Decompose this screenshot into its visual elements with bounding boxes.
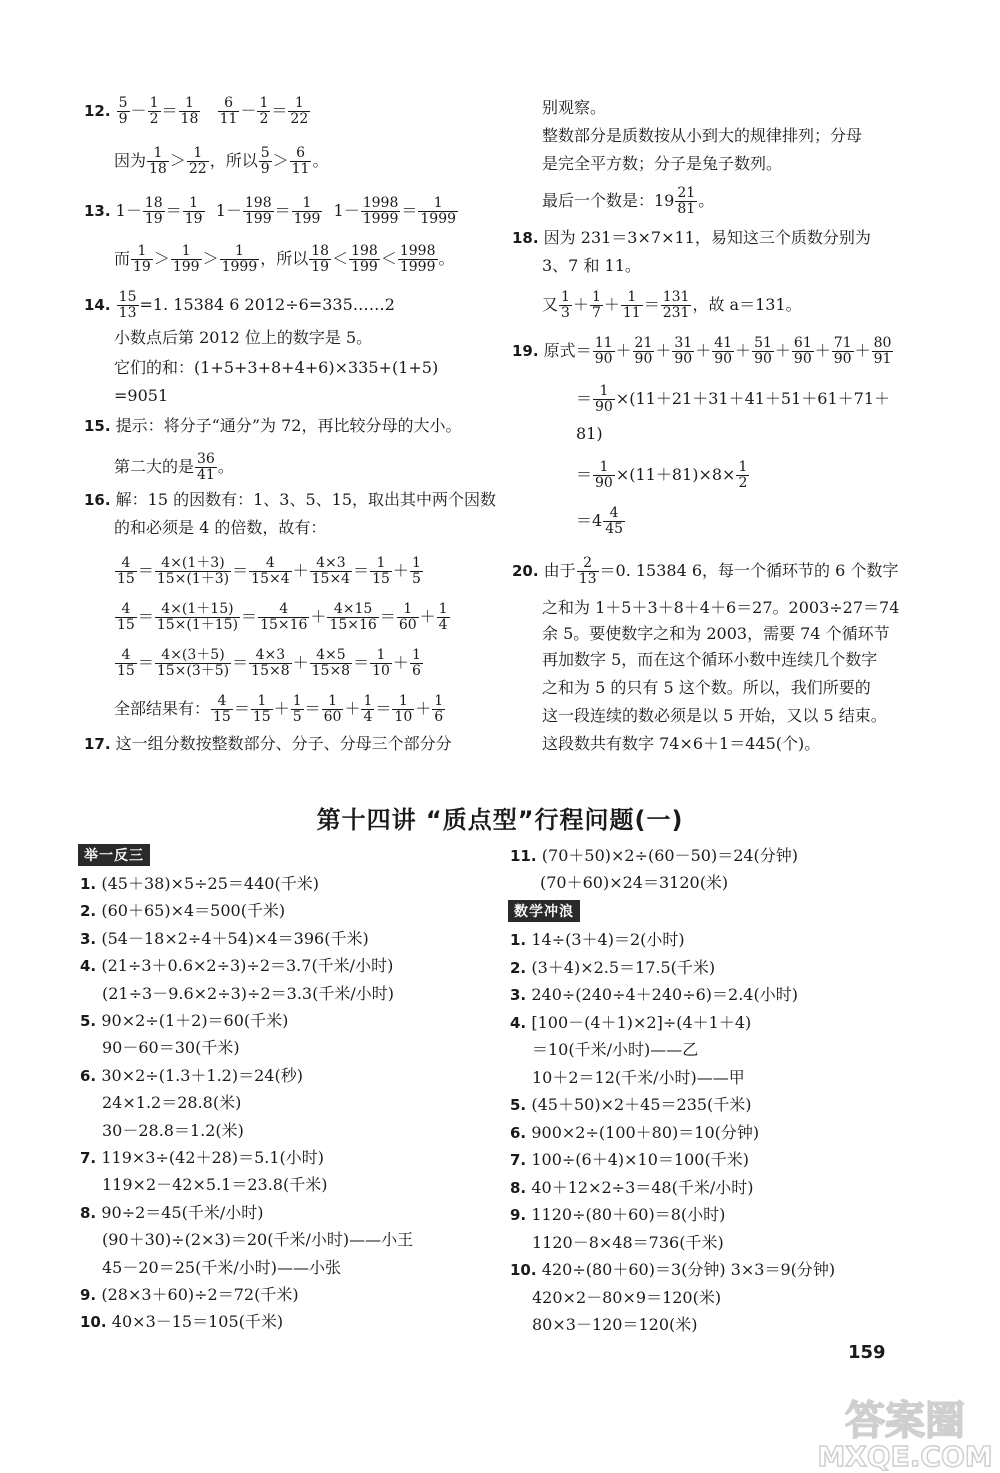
answer-line — [80, 929, 369, 949]
answer-number: 5. — [510, 1096, 532, 1114]
answer-text: 240÷(240÷4＋240÷6)＝2.4(小时) — [531, 985, 798, 1004]
problem-17-cont-line3: 是完全平方数；分子是兔子数列。 — [542, 154, 783, 173]
answer-text: 10＋2＝12(千米/小时)——甲 — [532, 1067, 745, 1087]
problem-12-line2: 因为 $\frac{1}{18}$ ＞ $\frac{1}{22}$ ，所以 $\frac{5}{9}$ ＞ $\frac{6}{11}$ 。 — [114, 145, 329, 177]
answer-text: (54－18×2÷4＋54)×4＝396(千米) — [101, 928, 369, 948]
answer-line — [532, 1040, 698, 1060]
answer-number: 1. — [510, 931, 532, 949]
answer-line — [102, 1093, 241, 1113]
answer-text: (3＋4)×2.5＝17.5(千米) — [531, 957, 716, 977]
badge-juyifansan: 举一反三 — [78, 844, 150, 866]
answer-text: (45＋50)×2＋45＝235(千米) — [531, 1095, 752, 1114]
answer-text: 900×2÷(100＋80)＝10(分钟) — [531, 1122, 760, 1142]
answer-line — [102, 984, 394, 1004]
answer-number: 1. — [80, 875, 102, 893]
problem-15-line1: 15. 提示：将分子“通分”为 72，再比较分母的大小。 — [84, 416, 462, 435]
answer-text: (21÷3＋0.6×2÷3)÷2＝3.7(千米/小时) — [101, 956, 394, 976]
answer-text: 24×1.2＝28.8(米) — [102, 1093, 242, 1113]
answer-line — [510, 1150, 749, 1170]
answer-number: 7. — [80, 1149, 102, 1167]
svg-text:答案圈: 答案圈 — [845, 1398, 965, 1444]
problem-18-line3: 又 $\frac{1}{3}$ ＋ $\frac{1}{7}$ ＋ $\frac{1}{11}$ ＝ $\frac{131}{231}$ ，故 a＝131。 — [542, 289, 802, 321]
answer-line — [102, 1258, 341, 1278]
answer-text: 100÷(6＋4)×10＝100(千米) — [531, 1150, 749, 1169]
answer-text: ＝10(千米/小时)——乙 — [532, 1040, 699, 1059]
problem-14-line3: 它们的和：(1+5+3+8+4+6)×335+(1+5) — [114, 358, 439, 377]
answer-line — [510, 930, 685, 950]
problem-20-line5: 之和为 5 的只有 5 这个数。所以，我们所要的 — [542, 678, 871, 697]
answer-text: 14÷(3＋4)＝2(小时) — [531, 930, 685, 949]
answer-text: 90÷2＝45(千米/小时) — [101, 1202, 264, 1222]
answer-text: 90×2÷(1＋2)＝60(千米) — [101, 1011, 289, 1030]
answer-text: 1120－8×48＝736(千米) — [532, 1232, 724, 1252]
answer-number: 4. — [80, 957, 102, 976]
problem-20-line6: 这一段连续的数必须是以 5 开始，又以 5 结束。 — [542, 706, 887, 725]
answer-text: 119×3÷(42＋28)＝5.1(小时) — [101, 1148, 325, 1167]
answer-line — [80, 901, 285, 921]
answer-line — [80, 956, 393, 976]
answer-number: 4. — [510, 1013, 532, 1032]
answer-line — [540, 873, 728, 893]
answer-text: 1120÷(80＋60)＝8(小时) — [531, 1205, 726, 1224]
answer-number: 11. — [510, 847, 542, 865]
svg-text:MXQE.COM: MXQE.COM — [817, 1440, 993, 1473]
answer-line — [532, 1315, 698, 1335]
page-number: 159 — [848, 1342, 886, 1363]
answer-text: 30－28.8＝1.2(米) — [102, 1120, 244, 1140]
answer-number: 3. — [80, 929, 102, 948]
answer-line — [80, 1203, 264, 1223]
problem-17-cont-line4: 最后一个数是：19 $\frac{21}{81}$ 。 — [542, 185, 715, 217]
answer-text: 30×2÷(1.3＋1.2)＝24(秒) — [101, 1065, 303, 1085]
problem-18-line1: 18. 因为 231＝3×7×11，易知这三个质数分别为 — [512, 228, 871, 247]
problem-20-line7: 这段数共有数字 74×6＋1＝445(个)。 — [542, 734, 821, 753]
answer-text: 420÷(80＋60)＝3(分钟) 3×3＝9(分钟) — [541, 1260, 836, 1279]
problem-19-line5: ＝4 $\frac{4}{45}$ — [576, 505, 624, 537]
answer-number: 10. — [80, 1313, 112, 1332]
answer-text: 40＋12×2÷3＝48(千米/小时) — [531, 1177, 754, 1197]
answer-line — [510, 958, 715, 978]
answer-line — [510, 1205, 725, 1225]
answer-number: 9. — [510, 1206, 532, 1224]
answer-line — [510, 1013, 751, 1033]
problem-16-eq3: $\frac{4}{15}$ ＝ $\frac{4\times(3+5)}{15\times(3+5)}$ ＝ $\frac{4\times 3}{15\times 8}$ ＋ $\frac{4\times 5}{15\times 8}$ ＝ $\frac{1}{10}$ ＋ $\frac{1}{6}$ — [117, 647, 421, 679]
answer-line — [102, 1230, 413, 1250]
answer-text: 40×3－15＝105(千米) — [111, 1312, 284, 1332]
problem-16-line2: 的和必须是 4 的倍数，故有： — [114, 518, 327, 537]
answer-number: 9. — [80, 1286, 102, 1304]
problem-13-line1: 13. 1－ $\frac{18}{19}$ ＝ $\frac{1}{19}$ 1－ $\frac{198}{199}$ ＝ $\frac{1}{199}$ 1－ $\frac{1998}{1999}$ ＝ $\frac{1}{1999}$ — [84, 195, 457, 227]
answer-number: 8. — [80, 1203, 102, 1222]
answer-number: 7. — [510, 1151, 532, 1169]
answer-line — [80, 1285, 299, 1305]
problem-14-line4: =9051 — [114, 386, 169, 405]
answer-number: 10. — [510, 1261, 542, 1279]
answer-text: (70＋60)×24＝3120(米) — [540, 873, 729, 892]
answer-text: 420×2－80×9＝120(米) — [532, 1287, 722, 1307]
badge-shuxuechonglang: 数学冲浪 — [508, 900, 580, 922]
problem-17-cont-line2: 整数部分是质数按从小到大的规律排列；分母 — [542, 126, 863, 145]
answer-text: (90＋30)÷(2×3)＝20(千米/小时)——小王 — [102, 1230, 414, 1250]
answer-number: 3. — [510, 986, 532, 1004]
answer-text: (28×3＋60)÷2＝72(千米) — [101, 1285, 299, 1304]
answer-text: 119×2－42×5.1＝23.8(千米) — [102, 1175, 328, 1195]
answer-line — [80, 874, 319, 894]
answer-number: 6. — [510, 1123, 532, 1142]
answer-text: (21÷3－9.6×2÷3)÷2＝3.3(千米/小时) — [102, 983, 394, 1003]
problem-19-line1: 19. 原式＝ $\frac{11}{90}$ ＋ $\frac{21}{90}$ ＋ $\frac{31}{90}$ ＋ $\frac{41}{90}$ ＋ $\frac{51}{90}$ ＋ $\frac{61}{90}$ ＋ $\frac{71}{90}$ ＋ $\frac{80}{91}$ — [512, 335, 892, 367]
answer-line — [510, 1178, 754, 1198]
problem-13-line2: 而 $\frac{1}{19}$ ＞ $\frac{1}{199}$ ＞ $\frac{1}{1999}$ ，所以 $\frac{18}{19}$ ＜ $\frac{198}{199}$ ＜ $\frac{1998}{1999}$ 。 — [114, 243, 455, 275]
problem-16-line1: 16. 解：15 的因数有：1、3、5、15，取出其中两个因数 — [84, 490, 497, 509]
answer-text: (60＋65)×4＝500(千米) — [101, 901, 286, 921]
answer-line — [532, 1288, 721, 1308]
answer-text: (45＋38)×5÷25＝440(千米) — [101, 874, 319, 893]
watermark-logo — [810, 1390, 1000, 1473]
answer-number: 6. — [80, 1066, 102, 1085]
problem-20-line1: 20. 由于 $\frac{2}{13}$ ＝0. 15384 6，每一个循环节的 6 个数字 — [512, 555, 899, 587]
problem-12-line1: 12. $\frac{5}{9}$ － $\frac{1}{2}$ ＝ $\frac{1}{18}$ $\frac{6}{11}$ － $\frac{1}{2}$ ＝ $\frac{1}{22}$ — [84, 95, 309, 127]
answer-line — [510, 1260, 835, 1280]
answer-line — [510, 1095, 752, 1115]
answer-line — [510, 985, 798, 1005]
problem-17-cont-line1: 别观察。 — [542, 98, 607, 117]
answer-number: 2. — [510, 958, 532, 977]
problem-19-line3: 81) — [576, 424, 603, 443]
section-title: 第十四讲 “质点型”行程问题(一) — [316, 806, 684, 834]
answer-line — [532, 1233, 724, 1253]
problem-16-result: 全部结果有： $\frac{4}{15}$ ＝ $\frac{1}{15}$ ＋ $\frac{1}{5}$ ＝ $\frac{1}{60}$ ＋ $\frac{1}{4}$ ＝ $\frac{1}{10}$ ＋ $\frac{1}{6}$ — [114, 693, 444, 725]
answer-line — [80, 1148, 324, 1168]
problem-19-line2: ＝ $\frac{1}{90}$ ×(11＋21＋31＋41＋51＋61＋71＋ — [576, 383, 891, 415]
answer-number: 2. — [80, 902, 102, 921]
problem-14-line1: 14. $\frac{15}{13}$ =1. 15384 6 2012÷6=335……2 — [84, 289, 395, 321]
answer-text: 45－20＝25(千米/小时)——小张 — [102, 1257, 341, 1277]
problem-17-line1: 17. 这一组分数按整数部分、分子、分母三个部分分 — [84, 734, 452, 753]
answer-line — [102, 1175, 327, 1195]
problem-20-line3: 余 5。要使数字之和为 2003，需要 74 个循环节 — [542, 624, 890, 643]
answer-line — [510, 1123, 759, 1143]
problem-16-eq2: $\frac{4}{15}$ ＝ $\frac{4\times(1+15)}{15\times(1+15)}$ ＝ $\frac{4}{15\times 16}$ ＋ $\frac{4\times 15}{15\times 16}$ ＝ $\frac{1}{60}$ ＋ $\frac{1}{4}$ — [117, 601, 448, 633]
problem-19-line4: ＝ $\frac{1}{90}$ ×(11＋81)×8× $\frac{1}{2}$ — [576, 459, 748, 491]
problem-16-eq1: $\frac{4}{15}$ ＝ $\frac{4\times(1+3)}{15\times(1+3)}$ ＝ $\frac{4}{15\times 4}$ ＋ $\frac{4\times 3}{15\times 4}$ ＝ $\frac{1}{15}$ ＋ $\frac{1}{5}$ — [117, 555, 421, 587]
answer-number: 5. — [80, 1012, 102, 1030]
answer-line — [510, 846, 798, 866]
answer-line — [102, 1038, 240, 1058]
answer-number: 8. — [510, 1178, 532, 1197]
answer-line — [80, 1312, 283, 1332]
answer-line — [102, 1121, 244, 1141]
answer-text: (70＋50)×2÷(60－50)＝24(分钟) — [541, 846, 799, 865]
answer-line — [532, 1068, 745, 1088]
problem-15-line2: 第二大的是 $\frac{36}{41}$ 。 — [114, 451, 234, 483]
answer-line — [80, 1066, 303, 1086]
problem-18-line2: 3、7 和 11。 — [542, 256, 641, 275]
answer-line — [80, 1011, 288, 1031]
problem-20-line4: 再加数字 5，而在这个循环小数中连续几个数字 — [542, 650, 878, 669]
answer-text: 80×3－120＝120(米) — [532, 1315, 698, 1334]
answer-text: [100－(4＋1)×2]÷(4＋1＋4) — [531, 1012, 752, 1032]
problem-20-line2: 之和为 1＋5＋3＋8＋4＋6＝27。2003÷27＝74 — [542, 598, 900, 617]
problem-14-line2: 小数点后第 2012 位上的数字是 5。 — [114, 328, 373, 347]
answer-text: 90－60＝30(千米) — [102, 1038, 240, 1058]
